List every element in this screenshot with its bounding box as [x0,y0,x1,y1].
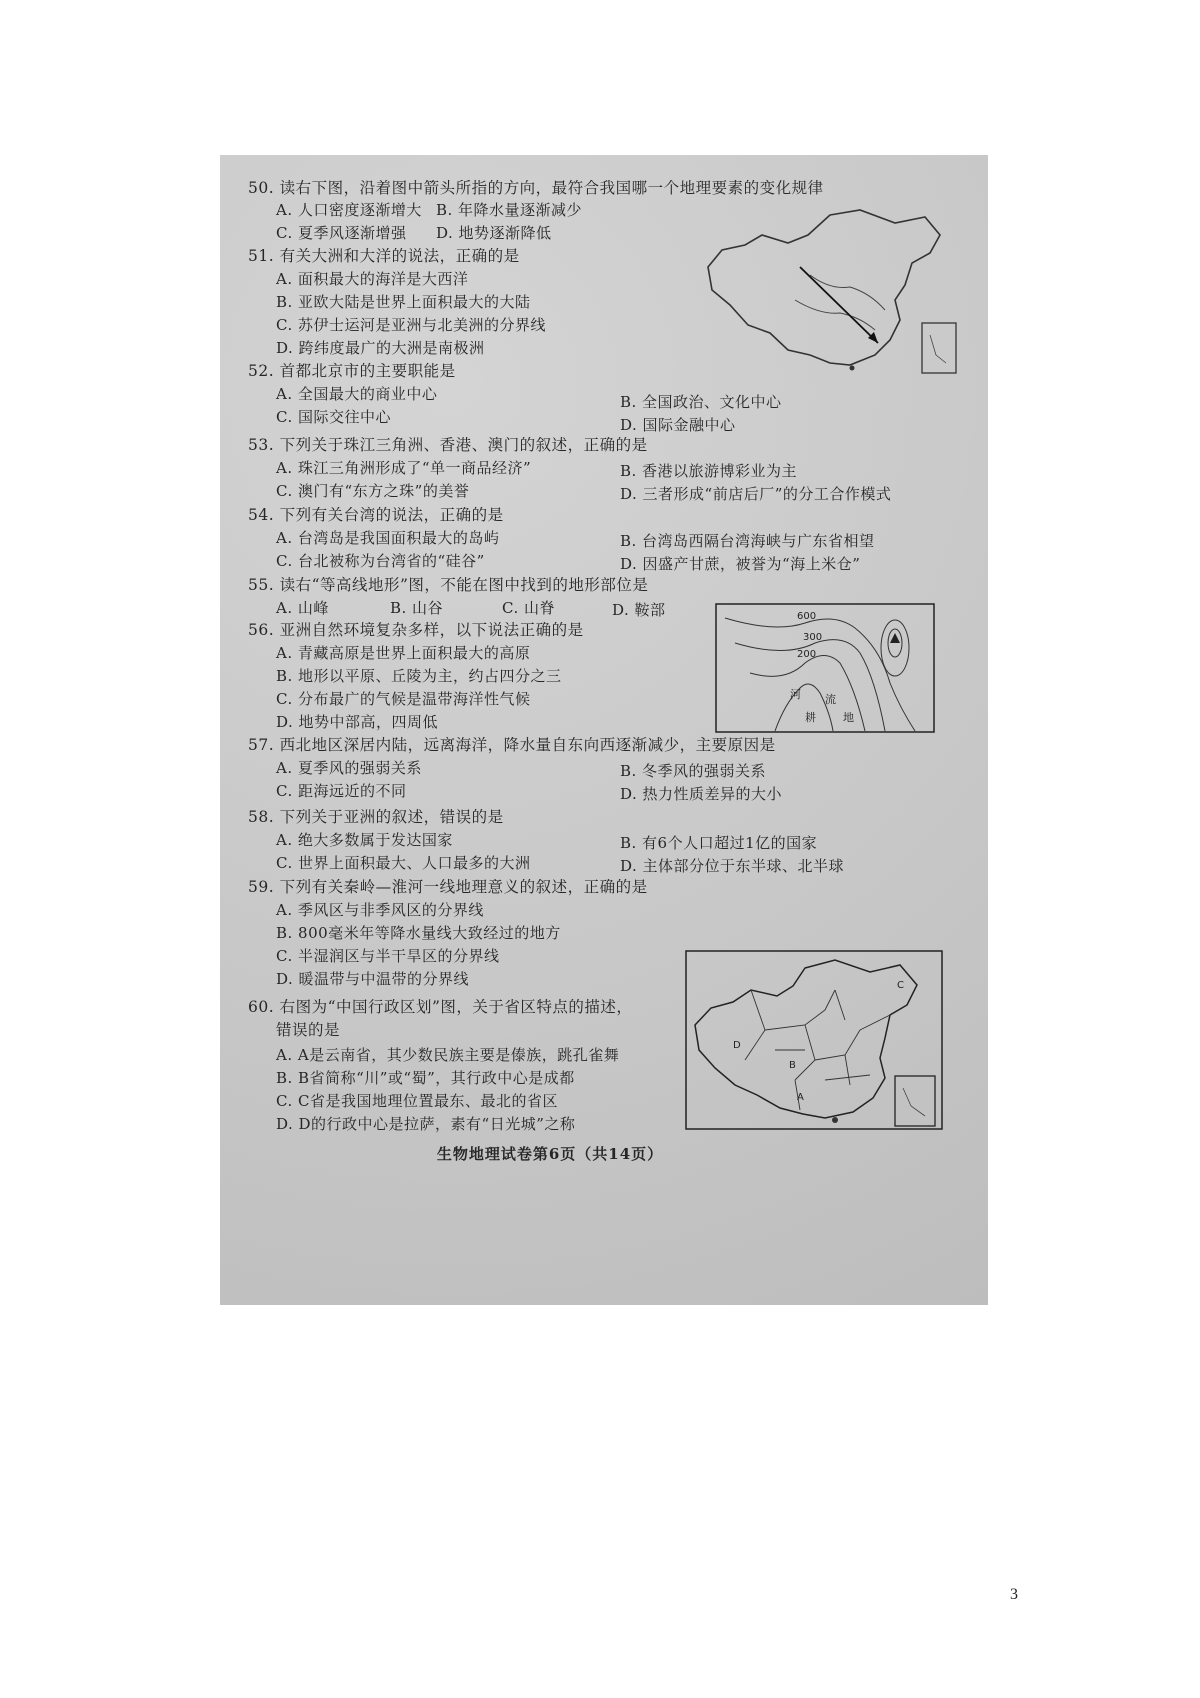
china-admin-map-figure [685,950,943,1130]
q54-option-c: C. 台北被称为台湾省的“硅谷” [276,552,485,570]
q54-option-d: D. 因盛产甘蔗，被誉为“海上米仓” [620,555,861,573]
map-label-b: B [789,1060,796,1071]
question-51-stem: 51. 有关大洲和大洋的说法，正确的是 [248,247,520,265]
q50-option-c: C. 夏季风逐渐增强 [276,224,407,242]
contour-map-figure [715,603,935,733]
question-60-stem-continued: 错误的是 [276,1021,341,1039]
hainan-island [850,366,855,371]
q57-option-b: B. 冬季风的强弱关系 [620,762,767,780]
question-55-stem: 55. 读右“等高线地形”图，不能在图中找到的地形部位是 [248,576,649,594]
question-56-stem: 56. 亚洲自然环境复杂多样，以下说法正确的是 [248,621,584,639]
peak-triangle-icon [890,633,900,643]
south-china-sea-inset [922,323,956,373]
q60-option-d: D. D的行政中心是拉萨，素有“日光城”之称 [276,1115,576,1133]
question-59-stem: 59. 下列有关秦岭—淮河一线地理意义的叙述，正确的是 [248,878,648,896]
river-line [810,275,885,310]
admin-map-frame [686,951,942,1129]
q59-option-c: C. 半湿润区与半干旱区的分界线 [276,947,500,965]
q58-option-a: A. 绝大多数属于发达国家 [276,831,453,849]
q57-option-a: A. 夏季风的强弱关系 [276,759,422,777]
q50-option-b: B. 年降水量逐渐减少 [436,201,583,219]
page-number: 3 [1010,1586,1018,1603]
contour-label-300: 300 [803,632,823,643]
question-57-stem: 57. 西北地区深居内陆，远离海洋，降水量自东向西逐渐减少，主要原因是 [248,736,776,754]
q56-option-b: B. 地形以平原、丘陵为主，约占四分之三 [276,667,562,685]
q56-option-c: C. 分布最广的气候是温带海洋性气候 [276,690,531,708]
q54-option-b: B. 台湾岛西隔台湾海峡与广东省相望 [620,532,875,550]
question-54-stem: 54. 下列有关台湾的说法，正确的是 [248,506,504,524]
china-outline [695,960,917,1118]
q58-option-d: D. 主体部分位于东半球、北半球 [620,857,845,875]
label-river-1: 河 [790,688,801,701]
q52-option-b: B. 全国政治、文化中心 [620,393,782,411]
scanned-exam-page [220,155,988,1305]
hainan-island [832,1117,838,1123]
south-china-sea-inset [895,1076,935,1126]
q51-option-d: D. 跨纬度最广的大洲是南极洲 [276,339,485,357]
china-map-arrow-figure [700,205,960,380]
question-52-stem: 52. 首都北京市的主要职能是 [248,362,456,380]
q54-option-a: A. 台湾岛是我国面积最大的岛屿 [276,529,500,547]
q55-option-a: A. 山峰 [276,599,329,617]
q57-option-d: D. 热力性质差异的大小 [620,785,783,803]
q53-option-b: B. 香港以旅游博彩业为主 [620,462,798,480]
river-line [795,300,875,330]
q53-option-c: C. 澳门有“东方之珠”的美誉 [276,482,470,500]
question-50-stem: 50. 读右下图，沿着图中箭头所指的方向，最符合我国哪一个地理要素的变化规律 [248,179,824,197]
q55-option-b: B. 山谷 [390,599,444,617]
q51-option-a: A. 面积最大的海洋是大西洋 [276,270,469,288]
map-label-d: D [733,1040,741,1051]
contour-label-200: 200 [797,649,817,660]
direction-arrow-line [800,267,878,343]
q51-option-b: B. 亚欧大陆是世界上面积最大的大陆 [276,293,531,311]
q58-option-b: B. 有6个人口超过1亿的国家 [620,834,818,852]
province-borders [745,990,890,1110]
map-label-c: C [897,980,904,991]
q53-option-d: D. 三者形成“前店后厂”的分工合作模式 [620,485,892,503]
q60-option-b: B. B省简称“川”或“蜀”，其行政中心是成都 [276,1069,575,1087]
q51-option-c: C. 苏伊士运河是亚洲与北美洲的分界线 [276,316,546,334]
question-60-stem: 60. 右图为“中国行政区划”图，关于省区特点的描述， [248,998,633,1016]
contour-label-600: 600 [797,611,817,622]
question-58-stem: 58. 下列关于亚洲的叙述，错误的是 [248,808,504,826]
label-farmland-2: 地 [843,711,854,724]
page-footer: 生物地理试卷第6页（共14页） [436,1145,664,1163]
map-label-a: A [797,1092,804,1103]
label-farmland-1: 耕 [805,711,816,724]
q59-option-d: D. 暖温带与中温带的分界线 [276,970,470,988]
q60-option-c: C. C省是我国地理位置最东、最北的省区 [276,1092,558,1110]
q58-option-c: C. 世界上面积最大、人口最多的大洲 [276,854,531,872]
question-53-stem: 53. 下列关于珠江三角洲、香港、澳门的叙述，正确的是 [248,436,648,454]
q50-option-d: D. 地势逐渐降低 [436,224,552,242]
q52-option-a: A. 全国最大的商业中心 [276,385,438,403]
q56-option-a: A. 青藏高原是世界上面积最大的高原 [276,644,531,662]
q57-option-c: C. 距海远近的不同 [276,782,407,800]
q56-option-d: D. 地势中部高，四周低 [276,713,439,731]
q53-option-a: A. 珠江三角洲形成了“单一商品经济” [276,459,532,477]
label-river-2: 流 [825,693,836,706]
china-outline [708,210,940,365]
q50-option-a: A. 人口密度逐渐增大 [276,201,422,219]
q52-option-c: C. 国际交往中心 [276,408,391,426]
q59-option-a: A. 季风区与非季风区的分界线 [276,901,484,919]
q59-option-b: B. 800毫米年等降水量线大致经过的地方 [276,924,561,942]
q60-option-a: A. A是云南省，其少数民族主要是傣族，跳孔雀舞 [276,1046,620,1064]
q55-option-c: C. 山脊 [502,599,555,617]
q52-option-d: D. 国际金融中心 [620,416,736,434]
q55-option-d: D. 鞍部 [612,601,666,619]
